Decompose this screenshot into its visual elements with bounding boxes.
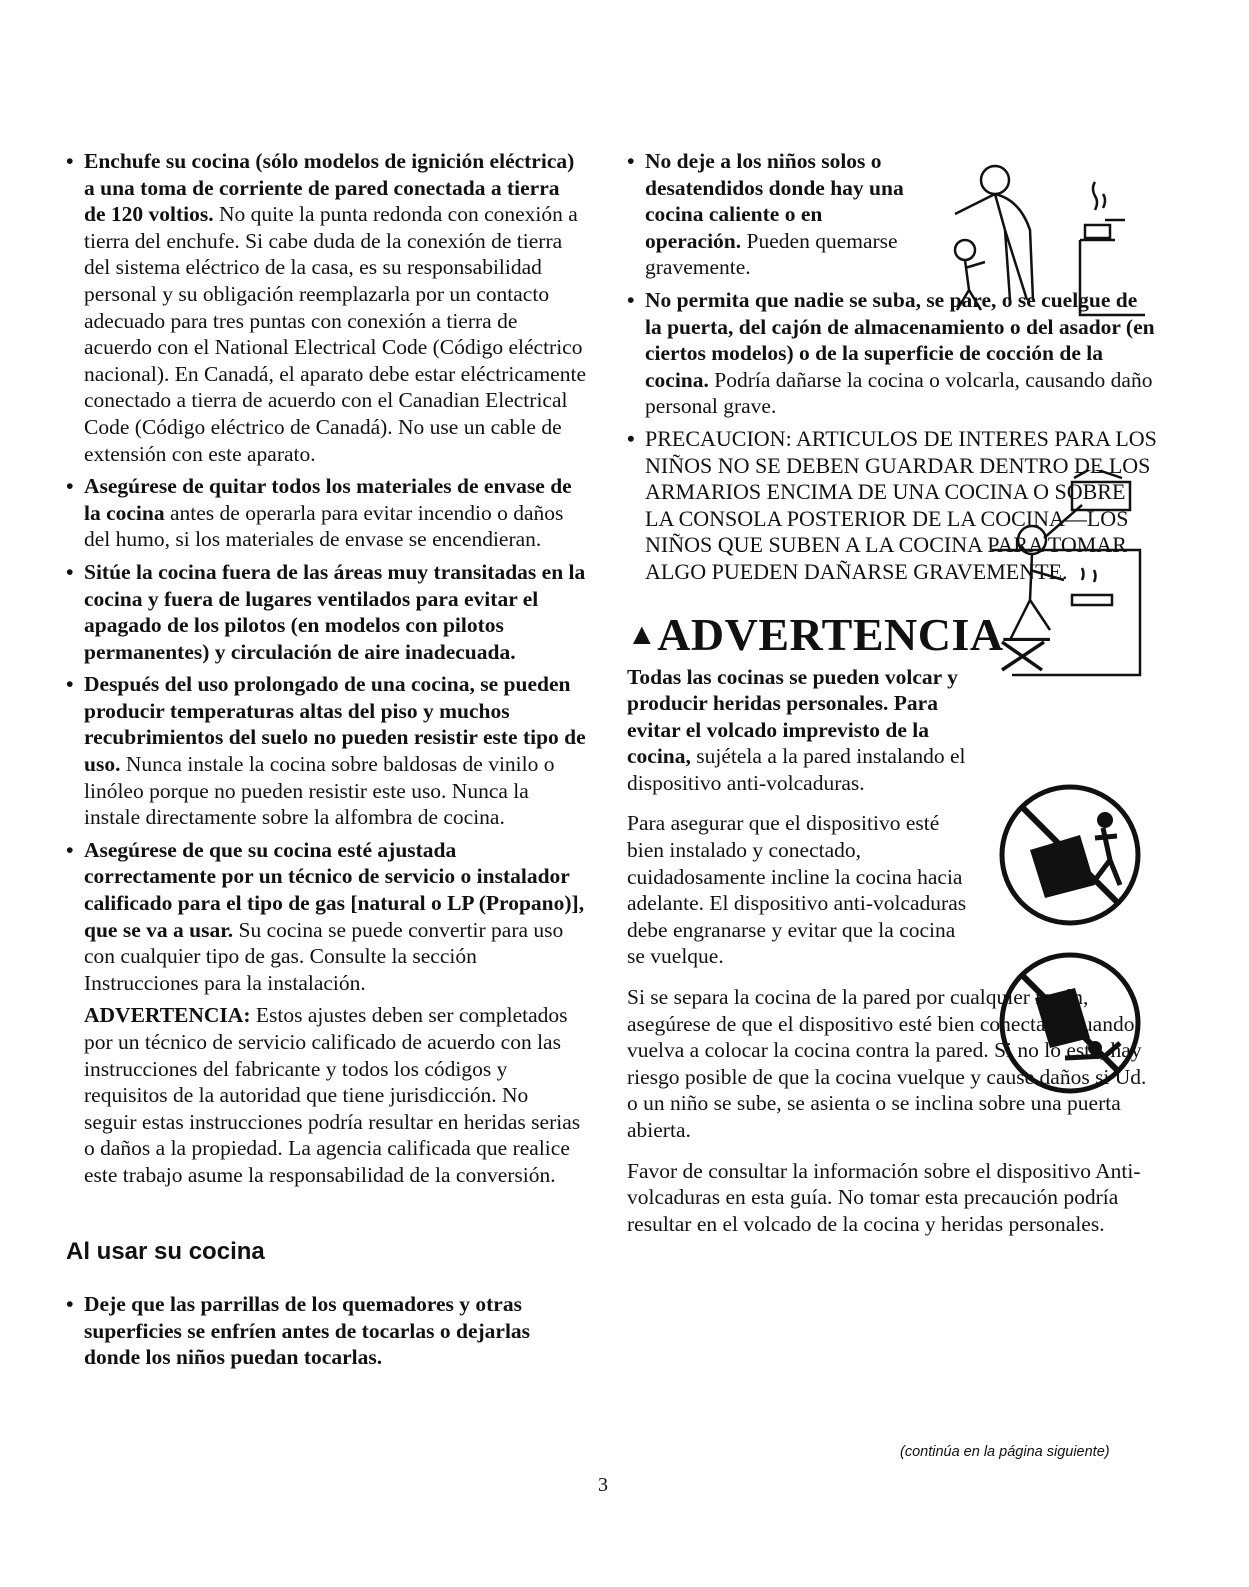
safety-item-cool-surfaces bbox=[66, 1291, 586, 1371]
safety-item-packaging bbox=[66, 473, 586, 553]
bullet-icon: • bbox=[66, 672, 74, 697]
right-column bbox=[627, 148, 1157, 1237]
safety-item-location bbox=[66, 559, 586, 665]
bullet-icon: • bbox=[627, 287, 635, 312]
check-device-paragraph: Para asegurar que el dispositivo esté bien instalado y conectado, cuidadosamente incline la cocina hacia adelante. El dispositivo anti-volcaduras debe engranarse y evitar que la cocina se vuelque. bbox=[627, 811, 967, 969]
bullet-icon: • bbox=[627, 149, 635, 173]
safety-item-children bbox=[627, 148, 920, 281]
item-text: No quite la punta redonda con conexión a tierra del enchufe. Si cabe duda de la conexión de tierra del sistema eléctrico de la casa, es su responsabilidad personal y su obligación reemplazarla por un contacto adecuado para tres puntas con conexión a tierra de acuerdo con el National Electrical Code (Código eléctrico nacional). En Canadá, el aparato debe estar eléctricamente conectado a tierra de acuerdo con el Canadian Electrical Code (Código eléctrico de Canadá). No use un cable de extensión con este aparato. bbox=[84, 202, 586, 466]
precaucion-text: PRECAUCION: ARTICULOS DE INTERES PARA LOS NIÑOS NO SE DEBEN GUARDAR DENTRO DE LOS ARMARIOS ENCIMA DE UNA COCINA O SOBRE LA CONSOLA POSTERIOR DE LA COCINA—LOS NIÑOS QUE SUBEN A LA COCINA PARA TOMAR ALGO PUEDEN DAÑARSE GRAVEMENTE. bbox=[645, 425, 1157, 584]
bullet-icon: • bbox=[66, 474, 74, 499]
item-text: antes de operarla para evitar incendio o daños del humo, si los materiales de envase se encendieran. bbox=[84, 500, 564, 552]
warning-text: sujétela a la pared instalando el dispositivo anti-volcaduras. bbox=[627, 744, 966, 795]
warning-bold-text: Todas las cocinas se pueden volcar y producir heridas personales. Para evitar el volcado imprevisto de la cocina, bbox=[627, 664, 958, 769]
item-text: Su cocina se puede convertir para uso con cualquier tipo de gas. Consulte la sección Instrucciones para la instalación. bbox=[84, 917, 564, 995]
warning-title: ▲ADVERTENCIA— bbox=[627, 608, 1051, 660]
safety-item-precaucion bbox=[627, 426, 1157, 586]
item-bold-text: No permita que nadie se suba, se pare, o se cuelgue de la puerta, del cajón de almacenamiento o del asador (en ciertos modelos) o de la superficie de cocción de la cocina. bbox=[645, 287, 1155, 392]
safety-item-grounding bbox=[66, 148, 586, 467]
advertencia-label: ADVERTENCIA: bbox=[84, 1003, 251, 1028]
advertencia-text: Estos ajustes deben ser completados por un técnico de servicio calificado de acuerdo con las instrucciones del fabricante y todos los códigos y requisitos de la autoridad que tiene jurisdicción. No seguir estas instrucciones podría resultar en heridas serias o daños a la propiedad. La agencia calificada que realice este trabajo asume la responsabilidad de la conversión. bbox=[84, 1003, 581, 1187]
safety-item-climb bbox=[627, 287, 1157, 420]
bullet-icon: • bbox=[627, 425, 635, 451]
item-bold-text: Sitúe la cocina fuera de las áreas muy transitadas en la cocina y fuera de lugares ventilados para evitar el apagado de los pilotos (en modelos con pilotos permanentes) y circulación de aire inadecuada. bbox=[84, 559, 586, 664]
item-bold-text: Deje que las parrillas de los quemadores y otras superficies se enfríen antes de tocarlas o dejarlas donde los niños puedan tocarlas. bbox=[84, 1292, 531, 1370]
reposition-paragraph: Si se separa la cocina de la pared por cualquier razón, asegúrese de que el dispositivo esté bien conectado cuando vuelva a colocar la cocina contra la pared. Si no lo está, hay riesgo posible de que la cocina vuelque y cause daños si Ud. o un niño se sube, se asienta o se inclina sobre una puerta abierta. bbox=[627, 985, 1147, 1142]
safety-item-floor bbox=[66, 671, 586, 831]
item-text: Nunca instale la cocina sobre baldosas de vinilo o linóleo porque no pueden resistir este uso. Nunca la instale directamente sobre la alfombra de cocina. bbox=[84, 752, 555, 830]
warning-title-text: ADVERTENCIA bbox=[657, 608, 1004, 660]
item-text: Pueden quemarse gravemente. bbox=[645, 228, 898, 280]
consult-paragraph: Favor de consultar la información sobre el dispositivo Anti-volcaduras en esta guía. No tomar esta precaución podría resultar en el volcado de la cocina y heridas personales. bbox=[627, 1158, 1141, 1236]
item-bold-text: Asegúrese de que su cocina esté ajustada correctamente por un técnico de servicio o instalador calificado para el tipo de gas [natural o LP (Propano)], que se va a usar. bbox=[84, 837, 585, 942]
section-heading: Al usar su cocina bbox=[66, 1237, 265, 1265]
item-bold-text: Enchufe su cocina (sólo modelos de ignición eléctrica) a una toma de corriente de pared conectada a tierra de 120 voltios. bbox=[84, 149, 575, 227]
bullet-icon: • bbox=[66, 1292, 74, 1317]
advertencia-note bbox=[66, 1002, 586, 1188]
warning-paragraph bbox=[627, 664, 977, 797]
safety-item-gas-adjust bbox=[66, 837, 586, 997]
item-bold-text: Asegúrese de quitar todos los materiales de envase de la cocina bbox=[84, 474, 572, 525]
warning-triangle-icon: ▲ bbox=[627, 617, 658, 651]
item-text: Podría dañarse la cocina o volcarla, causando daño personal grave. bbox=[645, 367, 1153, 419]
item-bold-text: Después del uso prolongado de una cocina, se pueden producir temperaturas altas del piso y muchos recubrimientos del suelo no pueden resistir este tipo de uso. bbox=[84, 672, 586, 777]
left-column bbox=[66, 148, 586, 1377]
bullet-icon: • bbox=[66, 837, 74, 862]
item-bold-text: No deje a los niños solos o desatendidos donde hay una cocina caliente o en operación. bbox=[645, 149, 904, 253]
bullet-icon: • bbox=[66, 559, 74, 584]
page-number: 3 bbox=[598, 1474, 608, 1496]
bullet-icon: • bbox=[66, 149, 74, 173]
continued-note: (continúa en la página siguiente) bbox=[900, 1444, 1110, 1460]
